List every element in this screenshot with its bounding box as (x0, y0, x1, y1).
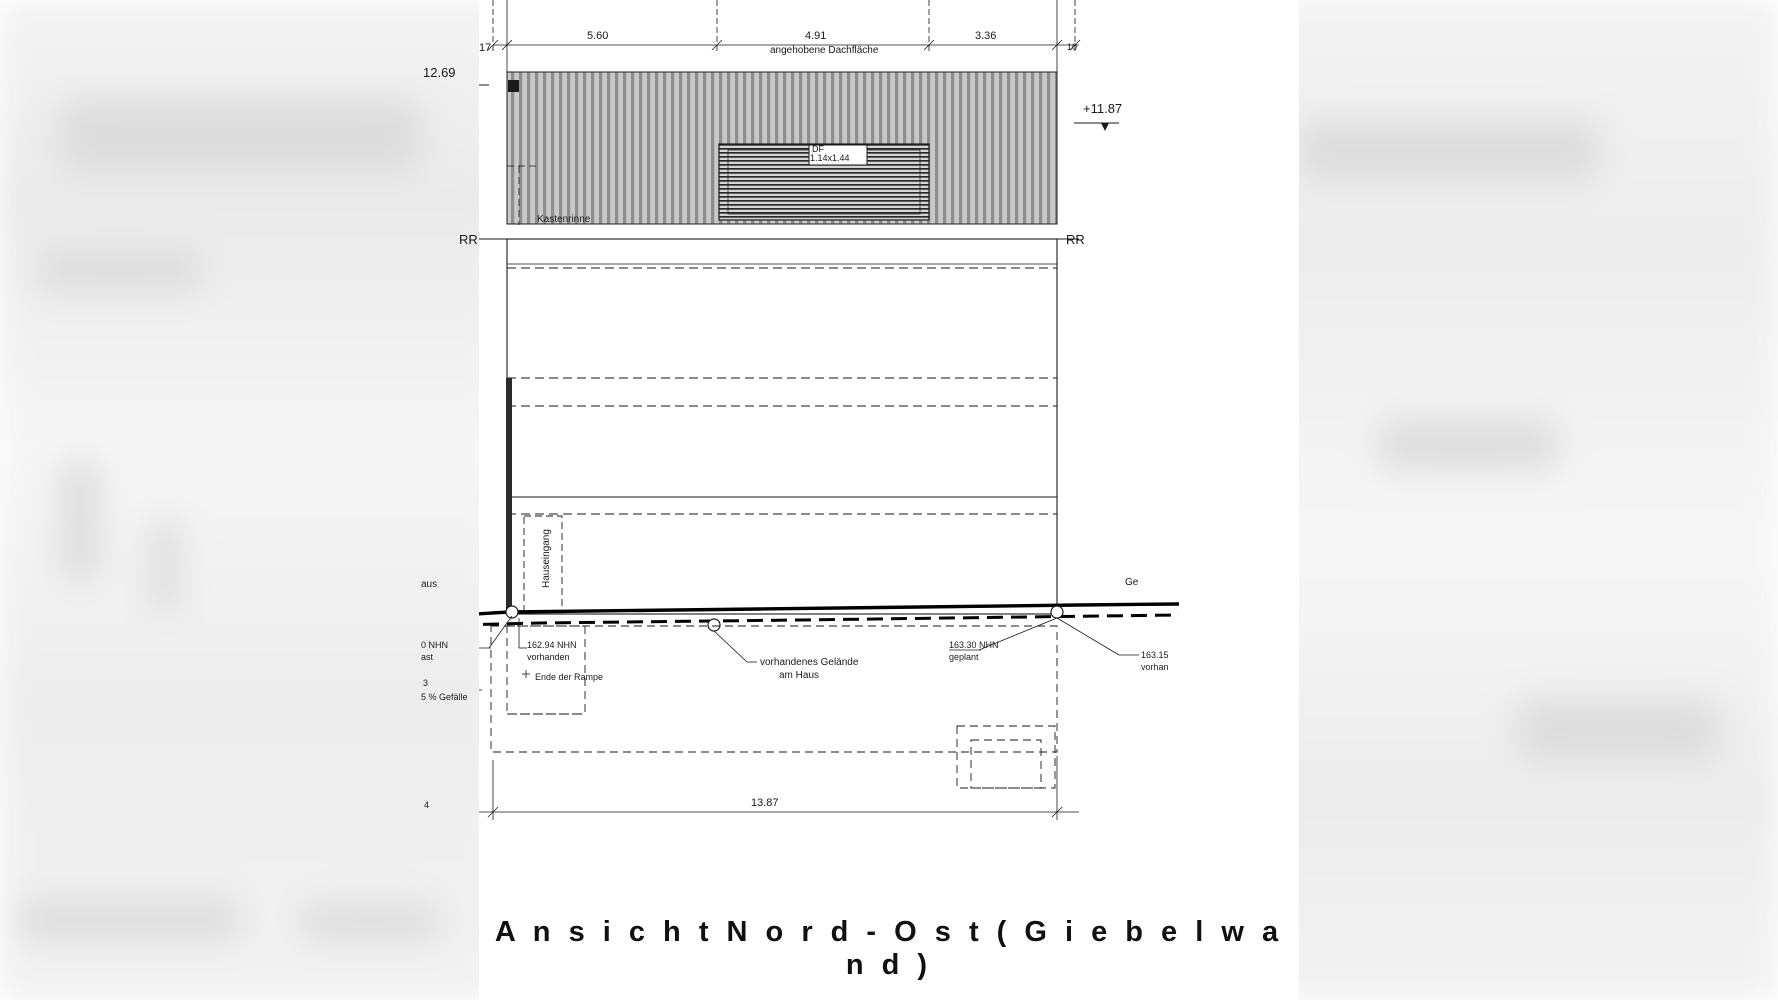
edge-label-right: Ge (1125, 577, 1139, 588)
annotation-163-15-2: vorhan (1141, 662, 1169, 672)
annotation-162-94-1: 162.94 NHN (527, 640, 577, 650)
roof-window-label: DF (812, 144, 824, 154)
level-node (708, 619, 720, 631)
level-label-left: 12.69 (423, 65, 456, 80)
background-blur-left (0, 0, 500, 1000)
annotation-163-30-2: geplant (949, 652, 979, 662)
bottom-dimension-left-clip: 4 (424, 800, 430, 810)
annotation-ende-der-rampe: Ende der Rampe (535, 672, 604, 682)
planned-terrain-line (479, 615, 1179, 625)
annotation-gefaelle-2: 5 % Gefälle (421, 692, 468, 702)
drawing-sheet (421, 0, 1299, 1000)
roof-area-note: angehobene Dachfläche (770, 45, 879, 56)
elevation-drawing (479, 0, 1299, 1000)
dimension-4-91: 4.91 (805, 30, 827, 42)
level-label-right: +11.87 (1083, 101, 1123, 116)
level-mark-left (479, 85, 489, 93)
annotation-163-15-1: 163.15 (1141, 650, 1169, 660)
ground-note-line2: am Haus (779, 670, 820, 681)
wall-edge-detail (505, 378, 512, 614)
edge-label-left: aus (421, 579, 438, 590)
gable-corner-block (508, 80, 519, 92)
facade-wall (507, 239, 1057, 614)
entrance-label: Hauseingang (541, 529, 552, 588)
dimension-5-60: 5.60 (587, 30, 609, 42)
background-blur-right (1258, 0, 1778, 1000)
ridge-label-right: RR (1066, 232, 1085, 247)
annotation-162-94-2: vorhanden (527, 652, 570, 662)
dimension-3-36: 3.36 (975, 30, 997, 42)
dimension-10: 10 (1067, 42, 1078, 52)
annotation-163-30-1: 163.30 NHN (949, 640, 999, 650)
ground-note-line1: vorhandenes Gelände (760, 657, 859, 668)
drawing-title: A n s i c h t N o r d - O s t ( G i e b e l w a n d ) (494, 916, 1284, 981)
dimension-17: 17 (479, 42, 492, 54)
annotation-nhn-left-2: ast (421, 652, 434, 662)
elevation-svg (479, 0, 1299, 1000)
annotation-nhn-left-1: 0 NHN (421, 640, 449, 650)
ridge-label-left: RR (459, 232, 478, 247)
bottom-dimension-label: 13.87 (751, 797, 779, 809)
roof-window-size: 1.14x1.44 (810, 153, 850, 163)
level-node (1051, 606, 1063, 618)
gutter-label: Kastenrinne (537, 214, 591, 225)
annotation-gefaelle-1: 3 (423, 678, 429, 688)
level-mark-right (1074, 123, 1119, 131)
